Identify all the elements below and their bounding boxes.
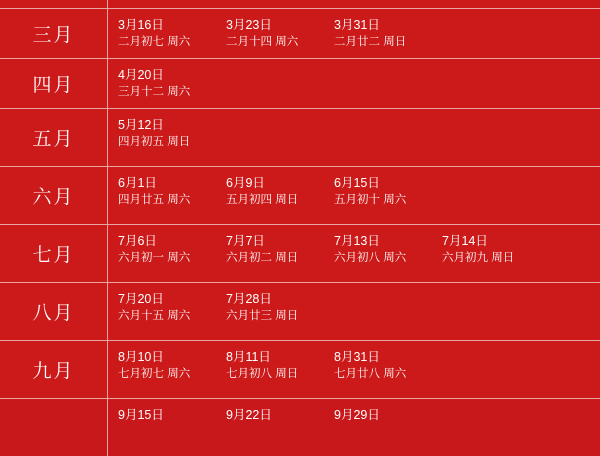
date-cell — [432, 0, 540, 8]
date-cell — [216, 399, 324, 456]
date-cell — [216, 0, 324, 8]
solar-date: 3月31日 — [334, 18, 380, 32]
lunar-date: 三月十二 周六 — [118, 85, 191, 98]
date-group — [108, 283, 600, 340]
lunar-date: 二月初七 周六 — [118, 36, 191, 49]
date-cell — [324, 59, 432, 108]
date-cell — [216, 225, 324, 282]
month-label: 九月 — [0, 341, 108, 398]
table-row — [0, 282, 600, 340]
date-group — [108, 59, 600, 108]
solar-date: 8月10日 — [118, 349, 164, 364]
table-row — [0, 224, 600, 282]
date-cell — [432, 59, 540, 108]
month-label: 四月 — [0, 59, 108, 108]
date-cell — [324, 399, 432, 456]
lunar-date: 五月初十 周六 — [334, 193, 407, 206]
date-cell — [108, 341, 216, 398]
date-cell — [324, 225, 432, 282]
table-row — [0, 340, 600, 398]
month-label — [0, 399, 108, 456]
solar-date: 3月23日 — [226, 18, 272, 32]
solar-date: 9月29日 — [334, 407, 380, 422]
date-group — [108, 225, 600, 282]
date-cell — [432, 283, 540, 340]
date-cell — [216, 167, 324, 224]
month-label — [0, 0, 108, 8]
solar-date: 5月12日 — [118, 117, 164, 132]
date-group — [108, 109, 600, 166]
date-cell — [432, 9, 540, 58]
date-cell — [216, 341, 324, 398]
solar-date: 4月20日 — [118, 67, 164, 82]
month-label: 三月 — [0, 9, 108, 58]
table-row — [0, 398, 600, 456]
date-cell — [324, 341, 432, 398]
solar-date: 9月15日 — [118, 407, 164, 422]
solar-date: 7月28日 — [226, 291, 272, 306]
lunar-date: 七月廿八 周六 — [334, 367, 407, 380]
solar-date: 6月9日 — [226, 175, 265, 190]
lunar-date: 四月廿五 周六 — [118, 193, 191, 206]
lunar-date: 六月初一 周六 — [118, 251, 191, 264]
date-cell — [324, 109, 432, 166]
solar-date: 9月22日 — [226, 407, 272, 422]
lunar-date: 四月初五 周日 — [118, 135, 191, 148]
date-cell — [324, 9, 432, 58]
lunar-date: 六月初八 周六 — [334, 251, 407, 264]
date-cell — [432, 167, 540, 224]
lunar-date: 六月廿三 周日 — [226, 309, 299, 322]
date-cell — [216, 283, 324, 340]
lunar-date: 六月初二 周日 — [226, 251, 299, 264]
date-cell — [432, 341, 540, 398]
date-cell — [108, 9, 216, 58]
lunar-date: 五月初四 周日 — [226, 193, 299, 206]
date-cell — [324, 0, 432, 8]
solar-date: 8月31日 — [334, 349, 380, 364]
table-row — [0, 8, 600, 58]
date-group — [108, 0, 600, 8]
date-cell — [216, 9, 324, 58]
lunar-date: 六月十五 周六 — [118, 309, 191, 322]
lunar-date: 二月廿二 周日 — [334, 36, 407, 49]
date-cell — [108, 167, 216, 224]
date-cell — [432, 225, 540, 282]
table-row — [0, 0, 600, 8]
date-group — [108, 399, 600, 456]
date-cell — [108, 399, 216, 456]
solar-date: 7月13日 — [334, 233, 380, 248]
solar-date: 7月6日 — [118, 233, 157, 248]
solar-date: 8月11日 — [226, 349, 271, 364]
date-group — [108, 9, 600, 58]
date-cell — [432, 109, 540, 166]
solar-date: 7月14日 — [442, 233, 488, 248]
date-group — [108, 341, 600, 398]
solar-date: 7月7日 — [226, 233, 265, 248]
date-cell — [324, 167, 432, 224]
date-cell — [108, 225, 216, 282]
date-cell — [432, 399, 540, 456]
date-cell — [108, 109, 216, 166]
month-label: 五月 — [0, 109, 108, 166]
lunar-date: 二月十四 周六 — [226, 36, 299, 49]
date-cell — [216, 109, 324, 166]
solar-date: 6月1日 — [118, 175, 157, 190]
date-cell — [108, 59, 216, 108]
date-cell — [324, 283, 432, 340]
lunar-date: 七月初八 周日 — [226, 367, 299, 380]
month-label: 八月 — [0, 283, 108, 340]
month-label: 七月 — [0, 225, 108, 282]
lunar-date: 七月初七 周六 — [118, 367, 191, 380]
solar-date: 7月20日 — [118, 291, 164, 306]
table-row — [0, 166, 600, 224]
table-row — [0, 108, 600, 166]
date-cell — [216, 59, 324, 108]
date-cell — [108, 283, 216, 340]
date-cell — [108, 0, 216, 8]
month-label: 六月 — [0, 167, 108, 224]
solar-date: 6月15日 — [334, 175, 380, 190]
lunar-date: 六月初九 周日 — [442, 251, 515, 264]
date-group — [108, 167, 600, 224]
table-row — [0, 58, 600, 108]
solar-date: 3月16日 — [118, 18, 164, 32]
